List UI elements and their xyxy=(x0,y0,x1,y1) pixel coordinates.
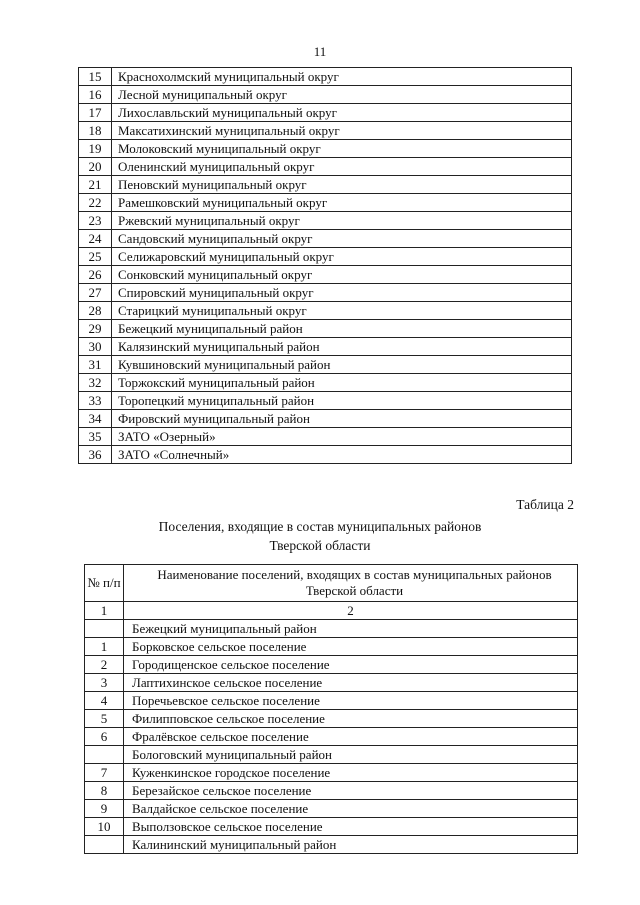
table-row xyxy=(79,248,572,266)
row-name-cell: Пеновский муниципальный округ xyxy=(112,176,572,194)
row-number-cell: 23 xyxy=(79,212,112,230)
row-number-cell xyxy=(85,746,124,764)
row-name-cell: Старицкий муниципальный округ xyxy=(112,302,572,320)
row-name-cell: Выползовское сельское поселение xyxy=(124,818,578,836)
row-name-cell: ЗАТО «Солнечный» xyxy=(112,446,572,464)
row-number-cell: 2 xyxy=(85,656,124,674)
row-name-cell: Валдайское сельское поселение xyxy=(124,800,578,818)
row-number-cell: 5 xyxy=(85,710,124,728)
table-title-line-1: Поселения, входящие в состав муниципальных районов xyxy=(158,519,482,534)
table-row xyxy=(85,620,578,638)
row-number-cell: 20 xyxy=(79,158,112,176)
row-number-cell: 7 xyxy=(85,764,124,782)
table-row xyxy=(85,836,578,854)
table-row xyxy=(79,428,572,446)
row-name-cell: Сонковский муниципальный округ xyxy=(112,266,572,284)
row-name-cell: Селижаровский муниципальный округ xyxy=(112,248,572,266)
row-number-cell: 33 xyxy=(79,392,112,410)
row-number-cell: 28 xyxy=(79,302,112,320)
table-row xyxy=(79,266,572,284)
row-number-cell: 8 xyxy=(85,782,124,800)
table-row xyxy=(85,728,578,746)
column-index-1: 1 xyxy=(85,602,124,620)
row-name-cell: Борковское сельское поселение xyxy=(124,638,578,656)
row-name-cell: Фировский муниципальный район xyxy=(112,410,572,428)
table-row xyxy=(79,356,572,374)
table-label: Таблица 2 xyxy=(516,497,574,512)
table-row xyxy=(79,176,572,194)
row-number-cell: 35 xyxy=(79,428,112,446)
table-row xyxy=(79,338,572,356)
row-number-cell: 21 xyxy=(79,176,112,194)
table-row xyxy=(79,230,572,248)
row-number-cell: 26 xyxy=(79,266,112,284)
row-number-cell: 30 xyxy=(79,338,112,356)
row-name-cell: Краснохолмский муниципальный округ xyxy=(112,68,572,86)
table-row xyxy=(85,710,578,728)
table-row xyxy=(85,692,578,710)
table-row xyxy=(79,284,572,302)
row-number-cell: 27 xyxy=(79,284,112,302)
row-number-cell: 3 xyxy=(85,674,124,692)
column-index-2: 2 xyxy=(124,602,578,620)
row-number-cell: 1 xyxy=(85,638,124,656)
table-row xyxy=(79,140,572,158)
table-row xyxy=(85,782,578,800)
row-name-cell: Березайское сельское поселение xyxy=(124,782,578,800)
row-number-cell: 6 xyxy=(85,728,124,746)
row-name-cell: Торопецкий муниципальный район xyxy=(112,392,572,410)
table-row xyxy=(79,302,572,320)
row-name-cell: Максатихинский муниципальный округ xyxy=(112,122,572,140)
table-row xyxy=(85,656,578,674)
table-title-line-2: Тверской области xyxy=(269,538,371,553)
table-row xyxy=(79,194,572,212)
table-row xyxy=(79,446,572,464)
table-row xyxy=(79,212,572,230)
row-number-cell: 29 xyxy=(79,320,112,338)
table-title xyxy=(0,517,640,555)
row-number-cell: 25 xyxy=(79,248,112,266)
row-name-cell: ЗАТО «Озерный» xyxy=(112,428,572,446)
table-row xyxy=(79,68,572,86)
header-name-cell: Наименование поселений, входящих в состав муниципальных районов Тверской области xyxy=(124,565,578,602)
row-name-cell: Калязинский муниципальный район xyxy=(112,338,572,356)
table-row xyxy=(79,374,572,392)
column-index-row xyxy=(85,602,578,620)
row-name-cell: Кувшиновский муниципальный район xyxy=(112,356,572,374)
row-name-cell: Филипповское сельское поселение xyxy=(124,710,578,728)
row-name-cell: Куженкинское городское поселение xyxy=(124,764,578,782)
row-number-cell xyxy=(85,836,124,854)
row-number-cell: 19 xyxy=(79,140,112,158)
table-row xyxy=(85,674,578,692)
row-name-cell: Городищенское сельское поселение xyxy=(124,656,578,674)
table-row xyxy=(79,158,572,176)
table-row xyxy=(79,104,572,122)
row-number-cell: 15 xyxy=(79,68,112,86)
row-name-cell: Бологовский муниципальный район xyxy=(124,746,578,764)
row-name-cell: Спировский муниципальный округ xyxy=(112,284,572,302)
row-number-cell: 31 xyxy=(79,356,112,374)
table-row xyxy=(85,764,578,782)
row-name-cell: Лесной муниципальный округ xyxy=(112,86,572,104)
table-row xyxy=(79,122,572,140)
table-row xyxy=(79,86,572,104)
table-row xyxy=(79,410,572,428)
table-row xyxy=(85,818,578,836)
row-number-cell: 10 xyxy=(85,818,124,836)
row-number-cell: 24 xyxy=(79,230,112,248)
row-number-cell: 4 xyxy=(85,692,124,710)
row-name-cell: Рамешковский муниципальный округ xyxy=(112,194,572,212)
districts-table xyxy=(78,67,572,464)
settlements-table xyxy=(84,564,578,854)
row-name-cell: Бежецкий муниципальный район xyxy=(112,320,572,338)
table-header-row xyxy=(85,565,578,602)
row-number-cell: 17 xyxy=(79,104,112,122)
table-row xyxy=(85,638,578,656)
row-number-cell: 36 xyxy=(79,446,112,464)
row-number-cell: 22 xyxy=(79,194,112,212)
row-name-cell: Бежецкий муниципальный район xyxy=(124,620,578,638)
page-number: 11 xyxy=(313,44,327,59)
row-name-cell: Поречьевское сельское поселение xyxy=(124,692,578,710)
table-row xyxy=(79,320,572,338)
table-row xyxy=(85,746,578,764)
row-number-cell xyxy=(85,620,124,638)
row-number-cell: 9 xyxy=(85,800,124,818)
row-number-cell: 16 xyxy=(79,86,112,104)
row-name-cell: Молоковский муниципальный округ xyxy=(112,140,572,158)
row-name-cell: Фралёвское сельское поселение xyxy=(124,728,578,746)
row-number-cell: 32 xyxy=(79,374,112,392)
row-name-cell: Сандовский муниципальный округ xyxy=(112,230,572,248)
row-number-cell: 18 xyxy=(79,122,112,140)
table-row xyxy=(85,800,578,818)
row-name-cell: Калининский муниципальный район xyxy=(124,836,578,854)
row-name-cell: Торжокский муниципальный район xyxy=(112,374,572,392)
row-name-cell: Лихославльский муниципальный округ xyxy=(112,104,572,122)
row-name-cell: Лаптихинское сельское поселение xyxy=(124,674,578,692)
header-number-cell: № п/п xyxy=(85,565,124,602)
row-name-cell: Ржевский муниципальный округ xyxy=(112,212,572,230)
settlements-table-body xyxy=(85,565,578,854)
row-number-cell: 34 xyxy=(79,410,112,428)
table-row xyxy=(79,392,572,410)
districts-table-body xyxy=(79,68,572,464)
row-name-cell: Оленинский муниципальный округ xyxy=(112,158,572,176)
